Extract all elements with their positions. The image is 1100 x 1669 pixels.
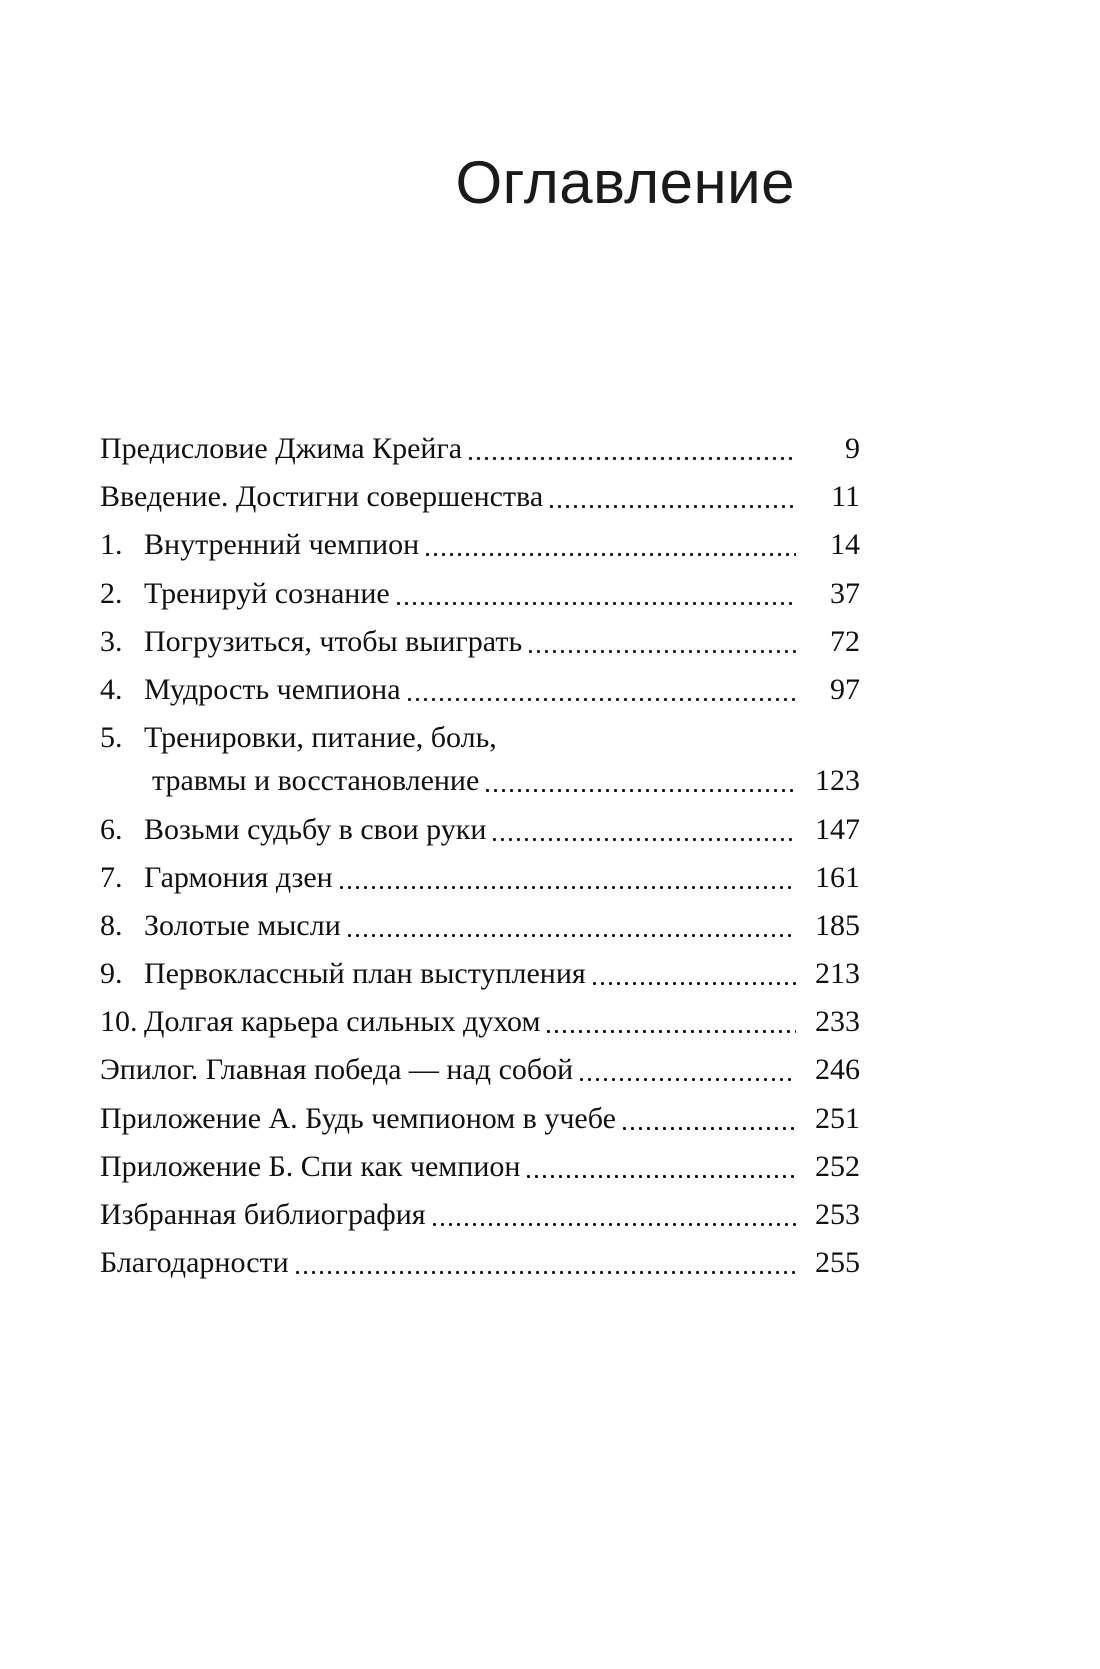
toc-entry-number: 2. <box>100 576 123 610</box>
toc-entry-line <box>100 719 860 756</box>
toc-page-number: 11 <box>831 480 860 514</box>
toc-entry-label: Погрузиться, чтобы выиграть <box>144 624 523 658</box>
toc-entry[interactable] <box>100 719 860 799</box>
dot-leader <box>493 818 796 848</box>
toc-entry[interactable] <box>100 1148 860 1185</box>
toc-page-number: 9 <box>845 432 860 465</box>
toc-page-number: 161 <box>815 860 860 894</box>
dot-leader <box>550 485 796 515</box>
dot-leader <box>408 678 796 708</box>
toc-page-number: 246 <box>815 1053 860 1087</box>
dot-leader <box>580 1059 796 1089</box>
dot-leader <box>348 914 796 944</box>
toc-entry-label: Предисловие Джима Крейга <box>100 432 463 465</box>
toc-entry[interactable] <box>100 907 860 944</box>
toc-page-number: 253 <box>815 1198 860 1231</box>
toc-entry-number: 5. <box>100 721 123 755</box>
toc-entry-number: 8. <box>100 908 123 942</box>
toc-entry[interactable] <box>100 1003 860 1040</box>
dot-leader <box>340 866 796 896</box>
toc-entry[interactable] <box>100 623 860 660</box>
toc-entry[interactable] <box>100 1244 860 1281</box>
dot-leader <box>593 962 796 992</box>
toc-entry-label: Благодарности <box>100 1246 289 1280</box>
toc-entry[interactable] <box>100 1196 860 1233</box>
toc-entry-label: Приложение Б. Спи как чемпион <box>100 1149 521 1183</box>
toc-entry-number: 9. <box>100 957 123 991</box>
toc-entry[interactable] <box>100 859 860 896</box>
toc-entry-label: Тренировки, питание, боль, <box>144 721 497 755</box>
toc-entry-line-continued <box>100 762 860 799</box>
toc-entry-label: Внутренний чемпион <box>144 528 420 562</box>
dot-leader <box>547 1010 796 1040</box>
toc-entry-number: 4. <box>100 672 123 706</box>
toc-entry[interactable] <box>100 811 860 848</box>
toc-page-number: 233 <box>815 1005 860 1039</box>
toc-entry-label: Эпилог. Главная победа — над собой <box>100 1053 574 1087</box>
toc-entry-number: 7. <box>100 860 123 894</box>
page-title: Оглавление <box>455 149 795 216</box>
table-of-contents <box>100 430 860 1292</box>
toc-entry-label: травмы и восстановление <box>152 764 480 798</box>
toc-page-number: 213 <box>815 957 860 991</box>
toc-entry-number: 3. <box>100 624 123 658</box>
toc-page-number: 37 <box>830 576 860 610</box>
toc-entry-label: Введение. Достигни совершенства <box>100 480 544 514</box>
toc-entry[interactable] <box>100 955 860 992</box>
toc-entry[interactable] <box>100 526 860 563</box>
toc-page-number: 252 <box>815 1149 860 1183</box>
dot-leader <box>529 630 796 660</box>
toc-entry[interactable] <box>100 1051 860 1088</box>
toc-page-number: 123 <box>815 764 860 798</box>
dot-leader <box>433 1203 796 1233</box>
toc-entry-label: Возьми судьбу в свои руки <box>144 812 487 846</box>
toc-entry[interactable] <box>100 1100 860 1137</box>
dot-leader <box>426 534 796 564</box>
toc-entry[interactable] <box>100 430 860 467</box>
dot-leader <box>623 1107 796 1137</box>
toc-entry-label: Мудрость чемпиона <box>144 672 401 706</box>
toc-page-number: 97 <box>830 672 860 706</box>
dot-leader <box>527 1155 796 1185</box>
toc-entry-number: 6. <box>100 812 123 846</box>
toc-entry-label: Гармония дзен <box>144 860 333 894</box>
dot-leader <box>296 1251 796 1281</box>
toc-page-number: 147 <box>815 812 860 846</box>
toc-entry-number: 10. <box>100 1005 138 1039</box>
toc-entry-number: 1. <box>100 528 123 562</box>
toc-page-number: 14 <box>830 528 860 562</box>
toc-entry-label: Золотые мысли <box>144 908 341 942</box>
toc-entry[interactable] <box>100 671 860 708</box>
dot-leader <box>486 770 796 800</box>
toc-page-number: 72 <box>830 624 860 658</box>
toc-entry-label: Первоклассный план выступления <box>144 957 586 991</box>
toc-entry[interactable] <box>100 575 860 612</box>
toc-entry-label: Избранная библиография <box>100 1198 426 1231</box>
toc-page-number: 251 <box>815 1101 860 1135</box>
dot-leader <box>397 582 796 612</box>
dot-leader <box>469 437 796 467</box>
toc-page-number: 185 <box>815 908 860 942</box>
toc-page-number: 255 <box>815 1246 860 1280</box>
toc-entry-label: Приложение А. Будь чемпионом в учебе <box>100 1101 616 1135</box>
toc-entry-label: Тренируй сознание <box>144 576 390 610</box>
toc-entry[interactable] <box>100 478 860 515</box>
toc-entry-label: Долгая карьера сильных духом <box>144 1005 541 1039</box>
